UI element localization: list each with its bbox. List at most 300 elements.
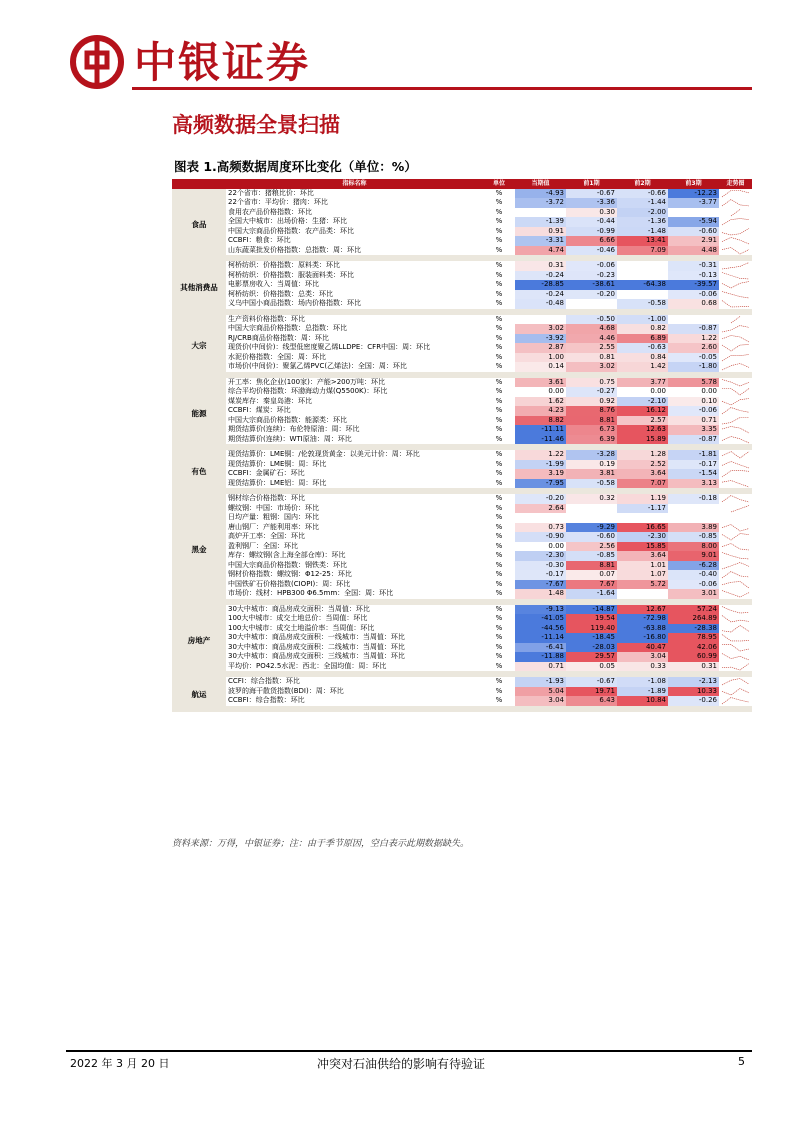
value-prev3: 0.00: [668, 387, 719, 397]
sparkline-path: [722, 606, 749, 613]
value-current: -1.39: [515, 217, 566, 227]
trend-sparkline: [719, 246, 752, 256]
value-prev3: [668, 513, 719, 523]
unit-cell: %: [495, 198, 503, 206]
trend-sparkline: [719, 343, 752, 353]
value-prev1: 6.39: [566, 435, 617, 445]
category-cell: 其他消费品: [172, 261, 226, 315]
value-prev3: -0.06: [668, 290, 719, 300]
sparkline-path: [722, 247, 749, 254]
unit-cell: %: [495, 696, 503, 704]
value-current: -0.24: [515, 271, 566, 281]
sparkline-path: [722, 616, 749, 623]
value-prev2: [617, 513, 668, 523]
sparkline-path: [722, 326, 749, 333]
value-current: 1.48: [515, 589, 566, 599]
sparkline-path: [722, 190, 749, 197]
trend-sparkline: [719, 605, 752, 615]
table-row: [172, 469, 752, 479]
value-current: 4.23: [515, 406, 566, 416]
value-prev3: -0.26: [668, 696, 719, 706]
data-table: [172, 179, 752, 712]
indicator-name: 食用农产品价格指数：环比: [228, 207, 312, 216]
trend-sparkline: [719, 290, 752, 300]
indicator-name: 期货结算价(连续)：WTI原油：周：环比: [228, 434, 352, 443]
value-prev2: -2.10: [617, 397, 668, 407]
value-prev3: 2.60: [668, 343, 719, 353]
group-spacer-row: [172, 706, 752, 712]
sparkline-chart: [719, 324, 752, 334]
sparkline-chart: [719, 227, 752, 237]
value-prev1: [566, 299, 617, 309]
value-prev1: -0.50: [566, 315, 617, 325]
sparkline-chart: [719, 261, 752, 271]
sparkline-path: [722, 238, 749, 245]
sparkline-path: [722, 644, 749, 651]
value-prev1: 8.81: [566, 416, 617, 426]
table-row: [172, 542, 752, 552]
unit-cell: %: [495, 226, 503, 235]
unit-cell: %: [495, 377, 503, 386]
value-current: -11.46: [515, 435, 566, 445]
value-prev1: -0.20: [566, 290, 617, 300]
sparkline-chart: [719, 362, 752, 372]
trend-sparkline: [719, 387, 752, 397]
trend-sparkline: [719, 460, 752, 470]
sparkline-chart: [719, 217, 752, 227]
indicator-name: 30大中城市：商品房成交面积：一线城市：当周值：环比: [228, 633, 405, 641]
value-current: -0.20: [515, 494, 566, 504]
sparkline-chart: [719, 397, 752, 407]
value-prev1: 19.54: [566, 614, 617, 624]
trend-sparkline: [719, 570, 752, 580]
table-row: [172, 677, 752, 687]
unit-cell: %: [495, 642, 503, 651]
unit-cell: %: [495, 236, 503, 244]
sparkline-path: [731, 316, 740, 323]
sparkline-chart: [719, 523, 752, 533]
trend-sparkline: [719, 580, 752, 590]
table-row: [172, 532, 752, 542]
value-prev2: 0.00: [617, 387, 668, 397]
sparkline-chart: [719, 570, 752, 580]
indicator-name: 柯桥纺织：价格指数：原料类：环比: [228, 261, 340, 269]
value-prev2: 2.52: [617, 460, 668, 470]
indicator-name: 柯桥纺织：价格指数：总类：环比: [228, 289, 333, 298]
value-current: -11.88: [515, 652, 566, 662]
trend-sparkline: [719, 315, 752, 325]
sparkline-chart: [719, 633, 752, 643]
unit-cell: %: [495, 188, 503, 197]
sparkline-path: [722, 452, 749, 459]
indicator-name: 综合平均价格指数：环渤海动力煤(Q5500K)：环比: [228, 387, 388, 395]
trend-sparkline: [719, 227, 752, 237]
value-prev2: -1.48: [617, 227, 668, 237]
indicator-name: 唐山钢厂：产能利用率：环比: [228, 522, 319, 531]
value-prev1: 19.71: [566, 687, 617, 697]
trend-sparkline: [719, 696, 752, 706]
category-cell: 有色: [172, 450, 226, 494]
header-trend: 走势图: [719, 179, 752, 189]
value-prev2: -1.44: [617, 198, 668, 208]
unit-cell: %: [495, 406, 503, 414]
header-prev1: 前1期: [566, 179, 617, 189]
table-row: [172, 580, 752, 590]
category-cell: 食品: [172, 189, 226, 262]
value-prev3: -0.87: [668, 324, 719, 334]
sparkline-chart: [719, 652, 752, 662]
sparkline-path: [722, 635, 749, 642]
unit-cell: %: [495, 522, 503, 531]
sparkline-chart: [719, 299, 752, 309]
table-row: [172, 662, 752, 672]
indicator-name: 盈利钢厂：全国：环比: [228, 541, 298, 550]
unit-cell: %: [495, 415, 503, 424]
value-current: 0.14: [515, 362, 566, 372]
indicator-name: 100大中城市：成交土地溢价率：当周值：环比: [228, 623, 375, 632]
table-row: [172, 198, 752, 208]
value-prev3: 5.78: [668, 378, 719, 388]
unit-cell: %: [495, 614, 503, 622]
sparkline-chart: [719, 246, 752, 256]
value-prev1: 2.56: [566, 542, 617, 552]
value-prev2: 15.85: [617, 542, 668, 552]
indicator-name: 高炉开工率：全国：环比: [228, 532, 305, 540]
unit-cell: %: [495, 314, 503, 323]
unit-cell: %: [495, 503, 503, 512]
sparkline-path: [722, 461, 749, 468]
value-current: -41.05: [515, 614, 566, 624]
unit-cell: %: [495, 387, 503, 395]
sparkline-path: [722, 398, 749, 405]
trend-sparkline: [719, 425, 752, 435]
sparkline-chart: [719, 580, 752, 590]
value-prev1: 0.07: [566, 570, 617, 580]
sparkline-path: [722, 389, 749, 396]
value-prev1: -38.61: [566, 280, 617, 290]
value-prev3: 57.24: [668, 605, 719, 615]
table-row: [172, 334, 752, 344]
sparkline-path: [722, 572, 749, 579]
value-prev1: 0.75: [566, 378, 617, 388]
unit-cell: %: [495, 245, 503, 254]
unit-cell: %: [495, 343, 503, 351]
value-current: -0.24: [515, 290, 566, 300]
value-prev1: 29.57: [566, 652, 617, 662]
trend-sparkline: [719, 324, 752, 334]
trend-sparkline: [719, 504, 752, 514]
value-prev3: -1.54: [668, 469, 719, 479]
sparkline-path: [722, 562, 749, 569]
unit-cell: %: [495, 633, 503, 641]
value-prev3: -1.80: [668, 362, 719, 372]
table-row: [172, 589, 752, 599]
unit-cell: %: [495, 686, 503, 695]
trend-sparkline: [719, 652, 752, 662]
value-prev2: -1.00: [617, 315, 668, 325]
indicator-name: 30大中城市：商品房成交面积：二线城市：当周值：环比: [228, 642, 405, 651]
trend-sparkline: [719, 450, 752, 460]
figure-title: 图表 1.高频数据周度环比变化（单位：%）: [174, 159, 417, 174]
trend-sparkline: [719, 633, 752, 643]
value-prev1: 0.05: [566, 662, 617, 672]
footer-title: 冲突对石油供给的影响有待验证: [316, 1057, 485, 1071]
indicator-name: 100大中城市：成交土地总价：当周值：环比: [228, 614, 368, 622]
unit-cell: %: [495, 289, 503, 298]
unit-cell: %: [495, 532, 503, 540]
value-prev3: 42.06: [668, 643, 719, 653]
unit-cell: %: [495, 478, 503, 487]
value-prev2: 1.01: [617, 561, 668, 571]
value-prev2: -72.98: [617, 614, 668, 624]
unit-cell: %: [495, 352, 503, 361]
value-current: -2.30: [515, 551, 566, 561]
trend-sparkline: [719, 261, 752, 271]
value-prev2: 15.89: [617, 435, 668, 445]
value-current: 1.00: [515, 353, 566, 363]
value-current: 8.82: [515, 416, 566, 426]
value-prev3: -0.17: [668, 460, 719, 470]
table-row: [172, 315, 752, 325]
trend-sparkline: [719, 662, 752, 672]
trend-sparkline: [719, 624, 752, 634]
value-prev1: 2.55: [566, 343, 617, 353]
value-prev1: 0.92: [566, 397, 617, 407]
trend-sparkline: [719, 208, 752, 218]
sparkline-path: [731, 505, 749, 512]
table-row: [172, 324, 752, 334]
table-row: [172, 416, 752, 426]
value-current: 0.00: [515, 387, 566, 397]
table-row: [172, 504, 752, 514]
value-prev1: -0.06: [566, 261, 617, 271]
value-current: 0.00: [515, 542, 566, 552]
table-body: [172, 189, 752, 712]
value-prev1: -0.67: [566, 189, 617, 199]
value-prev3: 0.71: [668, 416, 719, 426]
trend-sparkline: [719, 494, 752, 504]
value-prev2: 3.64: [617, 551, 668, 561]
value-prev2: 16.65: [617, 523, 668, 533]
value-prev1: 8.76: [566, 406, 617, 416]
table-row: [172, 460, 752, 470]
value-current: 3.19: [515, 469, 566, 479]
value-prev1: -0.27: [566, 387, 617, 397]
sparkline-chart: [719, 614, 752, 624]
unit-cell: %: [495, 333, 503, 342]
sparkline-path: [722, 654, 749, 661]
sparkline-chart: [719, 378, 752, 388]
unit-cell: %: [495, 299, 503, 307]
trend-sparkline: [719, 551, 752, 561]
value-prev2: 3.77: [617, 378, 668, 388]
value-prev2: 7.07: [617, 479, 668, 489]
value-prev2: 12.63: [617, 425, 668, 435]
value-prev2: 1.42: [617, 362, 668, 372]
value-prev2: 1.19: [617, 494, 668, 504]
sparkline-path: [722, 524, 749, 531]
sparkline-chart: [719, 662, 752, 672]
value-current: -28.85: [515, 280, 566, 290]
table-row: [172, 246, 752, 256]
table-row: [172, 397, 752, 407]
category-cell: 能源: [172, 378, 226, 451]
value-prev2: 12.67: [617, 605, 668, 615]
unit-cell: %: [495, 396, 503, 405]
sparkline-path: [722, 379, 749, 386]
value-prev3: 264.89: [668, 614, 719, 624]
value-prev3: -0.13: [668, 271, 719, 281]
unit-cell: %: [495, 324, 503, 332]
unit-cell: %: [495, 207, 503, 216]
indicator-name: 期货结算价(连续)：布伦特原油：周：环比: [228, 425, 360, 433]
indicator-name: 电影票房收入：当周值：环比: [228, 280, 319, 288]
spacer-cell: [566, 706, 617, 712]
data-table-wrapper: [172, 179, 752, 712]
value-prev2: -16.80: [617, 633, 668, 643]
trend-sparkline: [719, 532, 752, 542]
trend-sparkline: [719, 513, 752, 523]
value-prev3: -0.05: [668, 353, 719, 363]
header-prev2: 前2期: [617, 179, 668, 189]
value-prev2: [617, 589, 668, 599]
value-prev3: 0.10: [668, 397, 719, 407]
indicator-name: 义乌中国小商品指数：场内价格指数：环比: [228, 299, 361, 307]
value-prev2: 0.84: [617, 353, 668, 363]
sparkline-chart: [719, 677, 752, 687]
sparkline-path: [722, 282, 749, 289]
value-prev3: 9.01: [668, 551, 719, 561]
value-current: -1.93: [515, 677, 566, 687]
indicator-name: 全国大中城市：出场价格：生猪：环比: [228, 217, 347, 225]
value-prev1: -0.46: [566, 246, 617, 256]
trend-sparkline: [719, 589, 752, 599]
unit-cell: %: [495, 560, 503, 569]
value-prev1: -0.44: [566, 217, 617, 227]
sparkline-path: [722, 679, 749, 686]
trend-sparkline: [719, 280, 752, 290]
page-title: 高频数据全景扫描: [172, 112, 340, 137]
category-cell: 黑金: [172, 494, 226, 605]
indicator-name: 现货价(中间价)：线型低密度聚乙烯LLDPE：CFR中国：周：环比: [228, 343, 431, 351]
value-current: -3.92: [515, 334, 566, 344]
sparkline-path: [722, 345, 749, 352]
value-current: 2.87: [515, 343, 566, 353]
value-current: -6.41: [515, 643, 566, 653]
value-prev2: 7.09: [617, 246, 668, 256]
sparkline-path: [722, 427, 749, 434]
indicator-name: 水泥价格指数：全国：周：环比: [228, 352, 326, 361]
value-current: [515, 208, 566, 218]
indicator-name: 波罗的海干散货指数(BDI)：周：环比: [228, 686, 344, 695]
sparkline-chart: [719, 561, 752, 571]
sparkline-path: [722, 496, 749, 503]
value-prev2: 3.64: [617, 469, 668, 479]
sparkline-chart: [719, 551, 752, 561]
trend-sparkline: [719, 643, 752, 653]
value-prev2: -1.17: [617, 504, 668, 514]
trend-sparkline: [719, 416, 752, 426]
indicator-name: RJ/CRB商品价格指数：周：环比: [228, 333, 329, 342]
table-row: [172, 513, 752, 523]
table-row: [172, 353, 752, 363]
sparkline-path: [722, 228, 749, 235]
trend-sparkline: [719, 271, 752, 281]
indicator-name: 中国大宗商品价格指数：能源类：环比: [228, 415, 347, 424]
table-row: [172, 643, 752, 653]
value-prev1: 119.40: [566, 624, 617, 634]
value-prev3: 3.01: [668, 589, 719, 599]
sparkline-path: [722, 354, 749, 361]
value-prev3: -1.81: [668, 450, 719, 460]
value-prev2: 16.12: [617, 406, 668, 416]
value-current: -1.99: [515, 460, 566, 470]
category-cell: 航运: [172, 677, 226, 712]
indicator-name: 中国铁矿石价格指数(CIOPI)：周：环比: [228, 579, 351, 588]
indicator-name: CCBFI：粮食：环比: [228, 236, 291, 244]
value-prev2: 40.47: [617, 643, 668, 653]
value-prev2: -63.88: [617, 624, 668, 634]
indicator-name: 山东蔬菜批发价格指数：总指数：周：环比: [228, 245, 361, 254]
value-current: 0.31: [515, 261, 566, 271]
trend-sparkline: [719, 236, 752, 246]
indicator-name: 22个省市：平均价：猪肉：环比: [228, 198, 328, 206]
sparkline-chart: [719, 189, 752, 199]
sparkline-path: [722, 553, 749, 560]
table-row: [172, 605, 752, 615]
sparkline-chart: [719, 450, 752, 460]
unit-cell: %: [495, 459, 503, 468]
indicator-name: CCBFI：综合指数：环比: [228, 696, 305, 704]
sparkline-path: [722, 263, 749, 270]
table-row: [172, 227, 752, 237]
value-prev1: 4.68: [566, 324, 617, 334]
sparkline-path: [722, 219, 749, 226]
table-row: [172, 362, 752, 372]
unit-cell: %: [495, 280, 503, 288]
unit-cell: %: [495, 270, 503, 279]
value-prev1: -0.85: [566, 551, 617, 561]
sparkline-path: [722, 543, 749, 550]
header-unit: 单位: [483, 179, 515, 189]
unit-cell: %: [495, 362, 503, 370]
sparkline-path: [722, 364, 749, 371]
value-current: -0.48: [515, 299, 566, 309]
value-prev2: 1.07: [617, 570, 668, 580]
sparkline-chart: [719, 406, 752, 416]
table-row: [172, 551, 752, 561]
value-prev2: 0.82: [617, 324, 668, 334]
value-prev1: -0.23: [566, 271, 617, 281]
indicator-name: 现货结算价：LME铜：周：环比: [228, 459, 327, 468]
sparkline-chart: [719, 290, 752, 300]
trend-sparkline: [719, 353, 752, 363]
source-note: 资料来源：万得，中银证券；注：由于季节原因，空白表示此期数据缺失。: [172, 839, 470, 849]
trend-sparkline: [719, 406, 752, 416]
sparkline-chart: [719, 343, 752, 353]
table-row: [172, 561, 752, 571]
sparkline-path: [722, 688, 749, 695]
value-current: [515, 513, 566, 523]
value-prev2: -1.36: [617, 217, 668, 227]
unit-cell: %: [495, 217, 503, 225]
indicator-name: CCBFI：煤炭：环比: [228, 406, 291, 414]
table-row: [172, 378, 752, 388]
sparkline-chart: [719, 353, 752, 363]
spacer-cell: [483, 706, 515, 712]
sparkline-chart: [719, 687, 752, 697]
sparkline-chart: [719, 271, 752, 281]
